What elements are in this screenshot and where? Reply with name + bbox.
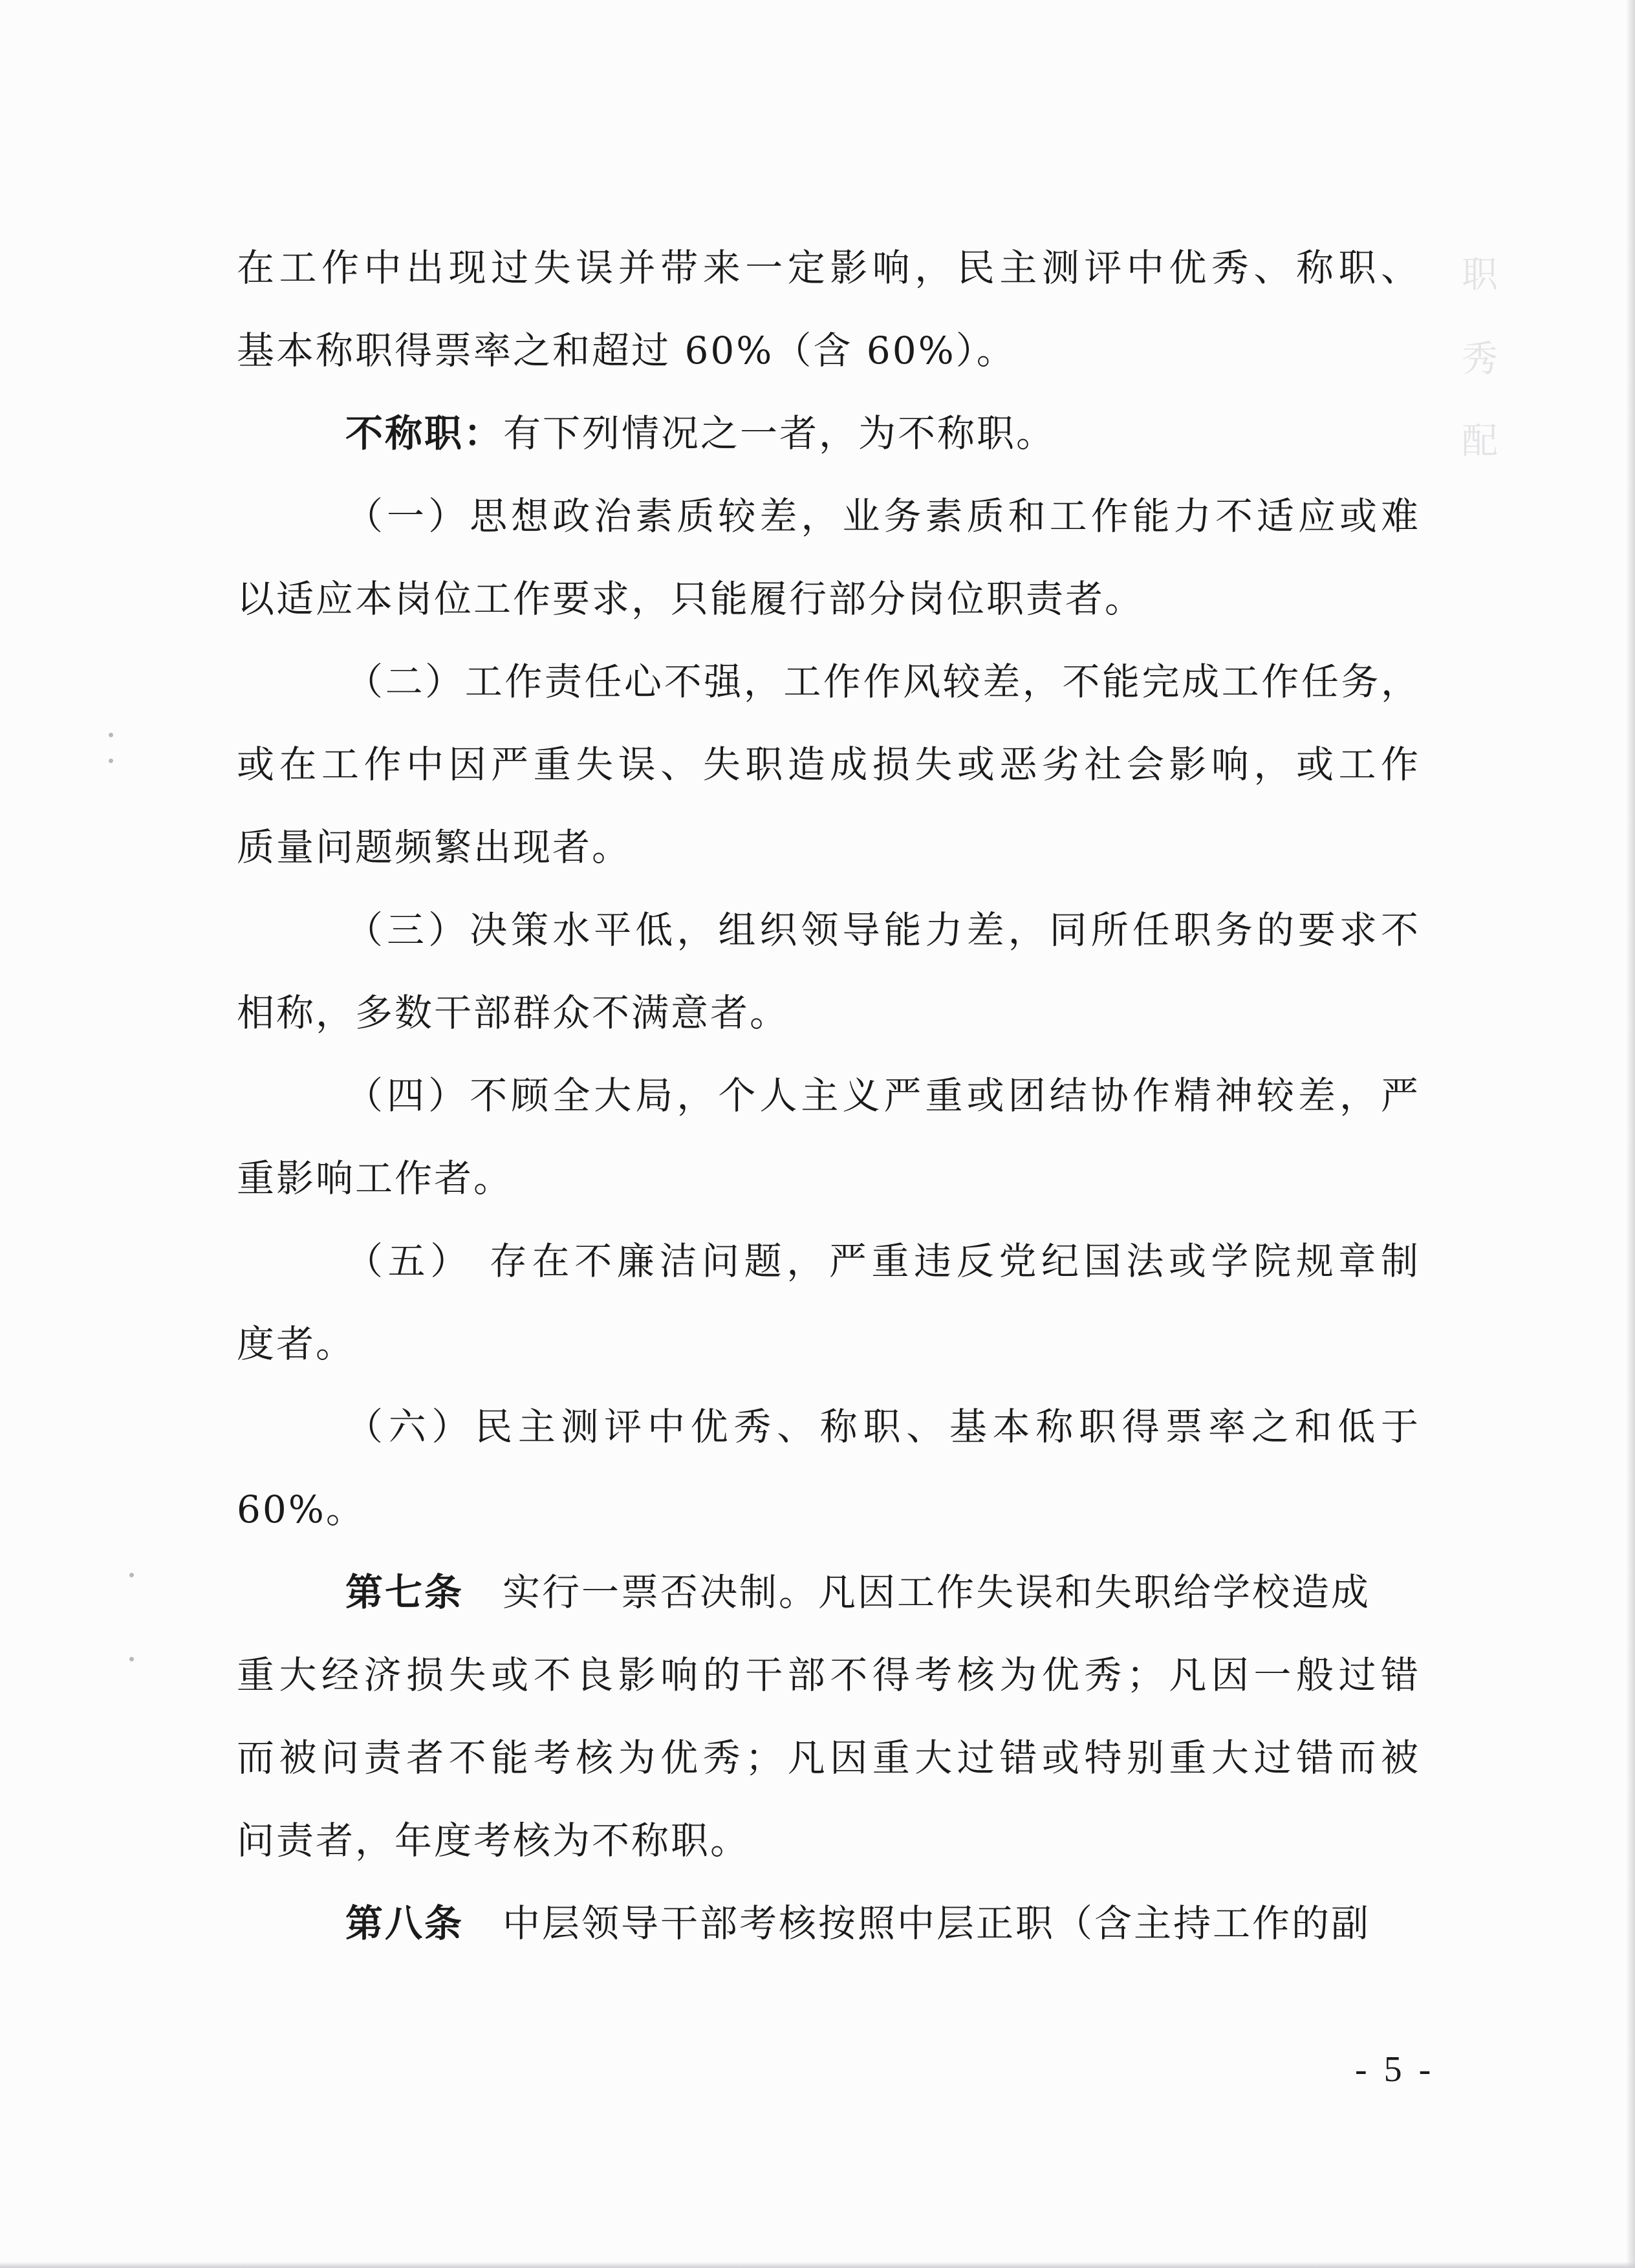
text-line: 或在工作中因严重失误、失职造成损失或恶劣社会影响，或工作	[237, 742, 1420, 786]
article-eight-line	[237, 1882, 1420, 1965]
text-line: （四）不顾全大局，个人主义严重或团结协作精神较差，严	[345, 1074, 1420, 1118]
bleed-through-marks: 秀	[1462, 338, 1498, 380]
binding-hole	[129, 1657, 134, 1661]
text-line: 60%。	[237, 1487, 365, 1531]
text-run: 实行一票否决制。凡因工作失误和失职给学校造成	[503, 1570, 1371, 1614]
text-line: （二）工作责任心不强，工作作风较差，不能完成工作任务，	[345, 660, 1420, 704]
text-line: （一）思想政治素质较差，业务素质和工作能力不适应或难	[345, 494, 1420, 538]
article-label: 第七条	[345, 1570, 464, 1614]
text-line: 相称，多数干部群众不满意者。	[237, 991, 790, 1035]
article-seven-line	[237, 1551, 1420, 1634]
bleed-through-marks: 职	[1462, 254, 1498, 296]
binding-hole	[109, 759, 113, 763]
text-line: 重大经济损失或不良影响的干部不得考核为优秀；凡因一般过错	[237, 1653, 1420, 1697]
text-line: （三）决策水平低，组织领导能力差，同所任职务的要求不	[345, 908, 1420, 952]
bold-term: 不称职：	[345, 411, 504, 455]
text-line: 在工作中出现过失误并带来一定影响，民主测评中优秀、称职、	[237, 246, 1420, 290]
body-text	[237, 226, 1420, 1965]
page-number: - 5 -	[1355, 2049, 1435, 2090]
text-line: 度者。	[237, 1322, 356, 1366]
text-line: 重影响工作者。	[237, 1156, 514, 1200]
scan-edge-shadow	[0, 2262, 1635, 2268]
text-line: 基本称职得票率之和超过 60%（含 60%）。	[237, 329, 1016, 373]
text-run: 有下列情况之一者，为不称职。	[503, 411, 1056, 455]
scan-edge-shadow	[1626, 0, 1635, 2268]
text-line: 以适应本岗位工作要求，只能履行部分岗位职责者。	[237, 577, 1145, 621]
text-line: （五） 存在不廉洁问题，严重违反党纪国法或学院规章制	[345, 1239, 1420, 1283]
text-line: （六）民主测评中优秀、称职、基本称职得票率之和低于	[345, 1405, 1420, 1449]
text-line: 问责者，年度考核为不称职。	[237, 1819, 750, 1863]
text-run: 中层领导干部考核按照中层正职（含主持工作的副	[503, 1901, 1371, 1945]
text-line: 而被问责者不能考核为优秀；凡因重大过错或特别重大过错而被	[237, 1736, 1420, 1780]
binding-hole	[109, 733, 113, 737]
binding-hole	[129, 1573, 134, 1577]
article-label: 第八条	[345, 1901, 464, 1945]
bleed-through-marks: 配	[1462, 420, 1498, 462]
paragraph-unqualified-heading	[237, 392, 1420, 475]
text-line: 质量问题频繁出现者。	[237, 825, 632, 869]
